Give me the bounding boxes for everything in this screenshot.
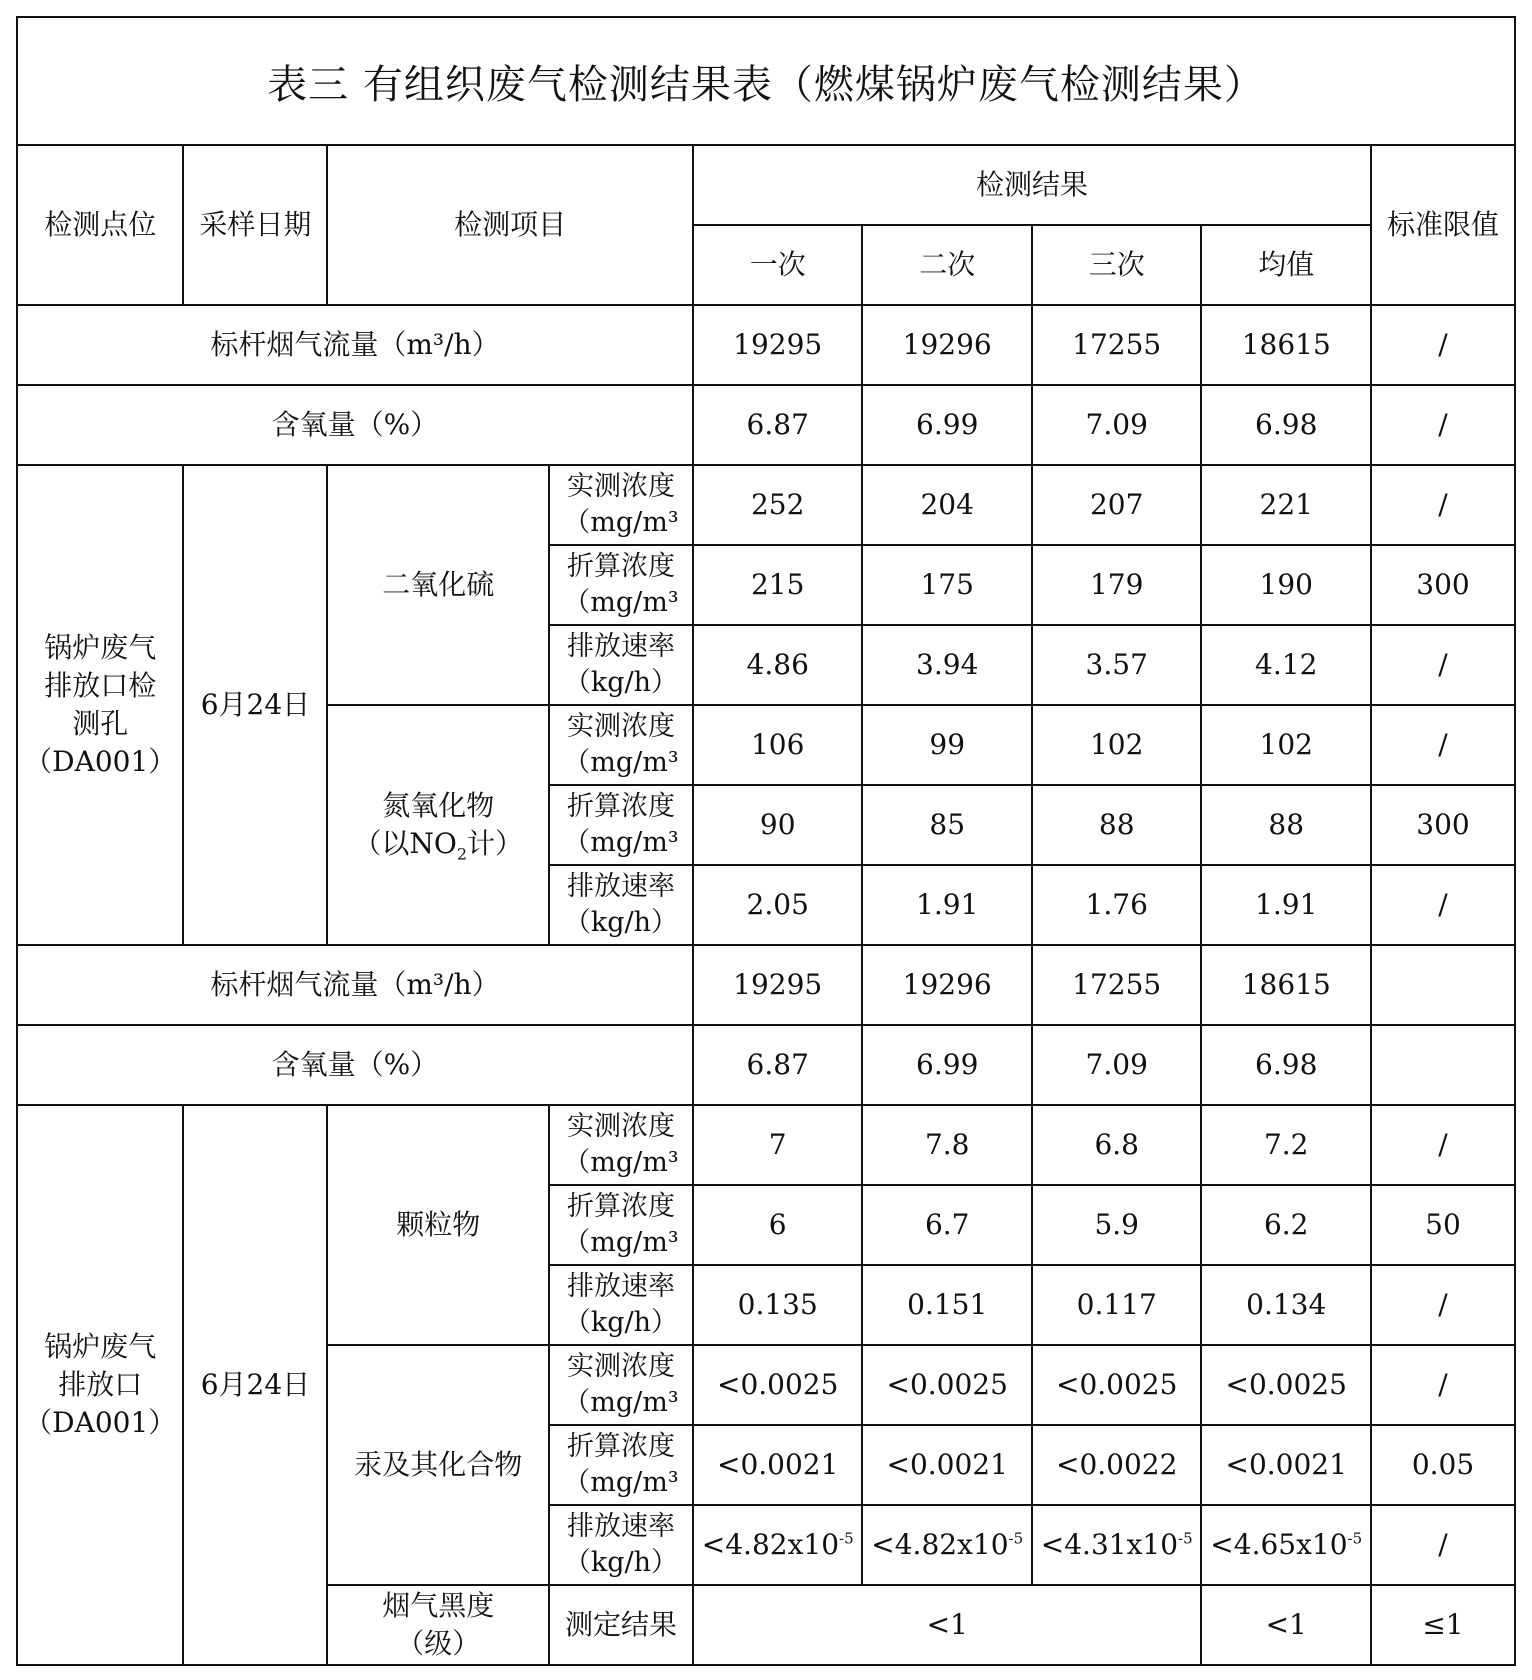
s2-pm-rate-v2: 0.151 bbox=[862, 1265, 1032, 1345]
header-point: 检测点位 bbox=[17, 145, 183, 305]
results-table bbox=[16, 144, 1516, 1666]
s2-pm-measured-limit: / bbox=[1371, 1105, 1515, 1185]
metric-unit: （mg/m³ bbox=[563, 1227, 679, 1258]
s2-pm-rate-avg: 0.134 bbox=[1201, 1265, 1371, 1345]
s1-so2-measured-v1: 252 bbox=[693, 465, 863, 545]
s1-flow-v2: 19296 bbox=[862, 305, 1032, 385]
s1-nox-rate-v3: 1.76 bbox=[1032, 865, 1202, 945]
s2-hg-converted-v1: <0.0021 bbox=[693, 1425, 863, 1505]
metric-unit: （kg/h） bbox=[563, 1307, 679, 1338]
s2-pm-converted-v1: 6 bbox=[693, 1185, 863, 1265]
s2-oxygen-row bbox=[17, 1025, 1515, 1105]
s1-so2-rate-v3: 3.57 bbox=[1032, 625, 1202, 705]
s2-oxygen-v1: 6.87 bbox=[693, 1025, 863, 1105]
s1-so2-rate-limit: / bbox=[1371, 625, 1515, 705]
metric-label: 实测浓度 bbox=[566, 1111, 675, 1142]
s2-flow-limit bbox=[1371, 945, 1515, 1025]
s2-pm-converted-v2: 6.7 bbox=[862, 1185, 1032, 1265]
nox-name-post: 计） bbox=[467, 827, 524, 860]
s2-hg-converted-limit: 0.05 bbox=[1371, 1425, 1515, 1505]
s2-hg-converted-v3: <0.0022 bbox=[1032, 1425, 1202, 1505]
header-item: 检测项目 bbox=[327, 145, 693, 305]
metric-label: 实测浓度 bbox=[566, 1351, 675, 1382]
s2-pm-rate-v1: 0.135 bbox=[693, 1265, 863, 1345]
s1-so2-measured-v3: 207 bbox=[1032, 465, 1202, 545]
s1-nox-converted-avg: 88 bbox=[1201, 785, 1371, 865]
s2-hg-measured-limit: / bbox=[1371, 1345, 1515, 1425]
s1-so2-measured-row bbox=[17, 465, 1515, 545]
s2-hg-measured-avg: <0.0025 bbox=[1201, 1345, 1371, 1425]
s1-nox-measured-v3: 102 bbox=[1032, 705, 1202, 785]
s2-pm-measured-v3: 6.8 bbox=[1032, 1105, 1202, 1185]
s1-so2-converted-avg: 190 bbox=[1201, 545, 1371, 625]
smoke-name-line-1: 烟气黑度 bbox=[382, 1589, 495, 1622]
s2-flow-v2: 19296 bbox=[862, 945, 1032, 1025]
metric-unit: （kg/h） bbox=[563, 907, 679, 938]
s2-flow-v3: 17255 bbox=[1032, 945, 1202, 1025]
s1-so2-rate-metric bbox=[549, 625, 693, 705]
s1-nox-converted-metric bbox=[549, 785, 693, 865]
s2-oxygen-v3: 7.09 bbox=[1032, 1025, 1202, 1105]
s2-oxygen-avg: 6.98 bbox=[1201, 1025, 1371, 1105]
s2-pm-measured-v2: 7.8 bbox=[862, 1105, 1032, 1185]
metric-label: 折算浓度 bbox=[566, 1431, 675, 1462]
s1-date: 6月24日 bbox=[183, 465, 327, 945]
s1-so2-rate-v2: 3.94 bbox=[862, 625, 1032, 705]
s2-hg-converted-metric bbox=[549, 1425, 693, 1505]
rate-mantissa: <4.65x10 bbox=[1210, 1528, 1348, 1561]
s2-pm-rate-metric bbox=[549, 1265, 693, 1345]
s2-smoke-name bbox=[327, 1585, 549, 1665]
s2-pm-converted-limit: 50 bbox=[1371, 1185, 1515, 1265]
header-run-2: 二次 bbox=[862, 225, 1032, 305]
header-row-1 bbox=[17, 145, 1515, 225]
s1-so2-measured-limit: / bbox=[1371, 465, 1515, 545]
nox-name-line-2 bbox=[328, 825, 548, 863]
s2-point-line-1: 锅炉废气 bbox=[44, 1330, 157, 1363]
s2-hg-measured-v2: <0.0025 bbox=[862, 1345, 1032, 1425]
s1-point-line-1: 锅炉废气 bbox=[44, 631, 157, 664]
s1-flow-limit: / bbox=[1371, 305, 1515, 385]
metric-label: 折算浓度 bbox=[566, 551, 675, 582]
s2-pm-measured-row bbox=[17, 1105, 1515, 1185]
s1-so2-converted-limit: 300 bbox=[1371, 545, 1515, 625]
s1-nox-rate-limit: / bbox=[1371, 865, 1515, 945]
header-run-3: 三次 bbox=[1032, 225, 1202, 305]
metric-unit: （mg/m³ bbox=[563, 747, 679, 778]
metric-unit: （mg/m³ bbox=[563, 587, 679, 618]
s1-so2-converted-v3: 179 bbox=[1032, 545, 1202, 625]
s2-flow-v1: 19295 bbox=[693, 945, 863, 1025]
s2-pm-measured-v1: 7 bbox=[693, 1105, 863, 1185]
s1-flow-row bbox=[17, 305, 1515, 385]
s1-nox-converted-limit: 300 bbox=[1371, 785, 1515, 865]
s1-nox-converted-v2: 85 bbox=[862, 785, 1032, 865]
s2-smoke-metric: 测定结果 bbox=[549, 1585, 693, 1665]
s1-nox-measured-v1: 106 bbox=[693, 705, 863, 785]
s1-nox-measured-v2: 99 bbox=[862, 705, 1032, 785]
table-title: 表三 有组织废气检测结果表（燃煤锅炉废气检测结果） bbox=[16, 16, 1516, 144]
s1-point-line-4: （DA001） bbox=[24, 745, 177, 778]
s1-flow-v3: 17255 bbox=[1032, 305, 1202, 385]
s2-hg-name: 汞及其化合物 bbox=[327, 1345, 549, 1585]
s2-pm-rate-v3: 0.117 bbox=[1032, 1265, 1202, 1345]
s1-point bbox=[17, 465, 183, 945]
s1-so2-measured-metric bbox=[549, 465, 693, 545]
smoke-name-line-2: （级） bbox=[396, 1627, 481, 1660]
s2-hg-measured-v1: <0.0025 bbox=[693, 1345, 863, 1425]
metric-unit: （mg/m³ bbox=[563, 1467, 679, 1498]
s2-smoke-value: <1 bbox=[693, 1585, 1202, 1665]
s2-hg-converted-v2: <0.0021 bbox=[862, 1425, 1032, 1505]
s2-pm-rate-limit: / bbox=[1371, 1265, 1515, 1345]
metric-label: 排放速率 bbox=[566, 631, 675, 662]
s2-pm-converted-v3: 5.9 bbox=[1032, 1185, 1202, 1265]
s1-so2-converted-v2: 175 bbox=[862, 545, 1032, 625]
s2-hg-rate-v1 bbox=[693, 1505, 863, 1585]
s1-nox-name bbox=[327, 705, 549, 945]
metric-unit: （mg/m³ bbox=[563, 1387, 679, 1418]
rate-exponent: -5 bbox=[1347, 1529, 1363, 1548]
s2-pm-measured-metric bbox=[549, 1105, 693, 1185]
s1-oxygen-v2: 6.99 bbox=[862, 385, 1032, 465]
s2-hg-rate-metric bbox=[549, 1505, 693, 1585]
s1-point-line-2: 排放口检 bbox=[44, 669, 157, 702]
s2-hg-rate-limit: / bbox=[1371, 1505, 1515, 1585]
s1-so2-measured-avg: 221 bbox=[1201, 465, 1371, 545]
s1-flow-v1: 19295 bbox=[693, 305, 863, 385]
rate-exponent: -5 bbox=[839, 1529, 854, 1548]
s2-date: 6月24日 bbox=[183, 1105, 327, 1665]
header-run-1: 一次 bbox=[693, 225, 863, 305]
s1-so2-name: 二氧化硫 bbox=[327, 465, 549, 705]
s2-flow-row bbox=[17, 945, 1515, 1025]
s2-hg-measured-metric bbox=[549, 1345, 693, 1425]
metric-label: 排放速率 bbox=[566, 871, 675, 902]
s2-smoke-avg: <1 bbox=[1201, 1585, 1371, 1665]
s1-oxygen-label: 含氧量（%） bbox=[17, 385, 693, 465]
rate-exponent: -5 bbox=[1178, 1529, 1193, 1548]
s1-so2-converted-v1: 215 bbox=[693, 545, 863, 625]
nox-name-sub: 2 bbox=[456, 844, 468, 864]
metric-label: 实测浓度 bbox=[566, 711, 675, 742]
s2-smoke-limit: ≤1 bbox=[1371, 1585, 1515, 1665]
metric-label: 实测浓度 bbox=[566, 471, 675, 502]
metric-unit: （mg/m³ bbox=[563, 507, 679, 538]
s2-pm-converted-metric bbox=[549, 1185, 693, 1265]
s2-pm-name: 颗粒物 bbox=[327, 1105, 549, 1345]
nox-name-pre: （以NO bbox=[353, 827, 457, 860]
metric-label: 排放速率 bbox=[566, 1271, 675, 1302]
s1-nox-rate-v2: 1.91 bbox=[862, 865, 1032, 945]
s2-oxygen-limit bbox=[1371, 1025, 1515, 1105]
rate-mantissa: <4.82x10 bbox=[871, 1528, 1009, 1561]
metric-label: 排放速率 bbox=[566, 1511, 675, 1542]
s2-hg-rate-avg bbox=[1201, 1505, 1371, 1585]
s2-flow-avg: 18615 bbox=[1201, 945, 1371, 1025]
metric-label: 折算浓度 bbox=[566, 1191, 675, 1222]
s2-point-line-2: 排放口 bbox=[58, 1368, 143, 1401]
s1-oxygen-limit: / bbox=[1371, 385, 1515, 465]
s1-nox-rate-avg: 1.91 bbox=[1201, 865, 1371, 945]
s2-point bbox=[17, 1105, 183, 1665]
nox-name-line-1: 氮氧化物 bbox=[382, 789, 495, 822]
s1-point-line-3: 测孔 bbox=[72, 707, 129, 740]
s1-flow-label: 标杆烟气流量（m³/h） bbox=[17, 305, 693, 385]
s1-oxygen-v1: 6.87 bbox=[693, 385, 863, 465]
s1-nox-measured-metric bbox=[549, 705, 693, 785]
rate-mantissa: <4.82x10 bbox=[701, 1528, 840, 1561]
s1-so2-converted-metric bbox=[549, 545, 693, 625]
s1-nox-measured-limit: / bbox=[1371, 705, 1515, 785]
header-date: 采样日期 bbox=[183, 145, 327, 305]
metric-label: 折算浓度 bbox=[566, 791, 675, 822]
s1-oxygen-row bbox=[17, 385, 1515, 465]
s2-pm-converted-avg: 6.2 bbox=[1201, 1185, 1371, 1265]
s1-so2-measured-v2: 204 bbox=[862, 465, 1032, 545]
s2-point-line-3: （DA001） bbox=[24, 1406, 177, 1439]
s2-hg-rate-v2 bbox=[862, 1505, 1032, 1585]
rate-mantissa: <4.31x10 bbox=[1040, 1528, 1179, 1561]
s1-nox-measured-avg: 102 bbox=[1201, 705, 1371, 785]
s2-oxygen-v2: 6.99 bbox=[862, 1025, 1032, 1105]
s1-oxygen-avg: 6.98 bbox=[1201, 385, 1371, 465]
s1-nox-rate-v1: 2.05 bbox=[693, 865, 863, 945]
s1-nox-converted-v3: 88 bbox=[1032, 785, 1202, 865]
header-limit: 标准限值 bbox=[1371, 145, 1515, 305]
s2-hg-rate-v3 bbox=[1032, 1505, 1202, 1585]
metric-unit: （kg/h） bbox=[563, 1547, 679, 1578]
s1-oxygen-v3: 7.09 bbox=[1032, 385, 1202, 465]
s1-nox-rate-metric bbox=[549, 865, 693, 945]
s1-so2-rate-avg: 4.12 bbox=[1201, 625, 1371, 705]
s1-flow-avg: 18615 bbox=[1201, 305, 1371, 385]
s2-oxygen-label: 含氧量（%） bbox=[17, 1025, 693, 1105]
metric-unit: （mg/m³ bbox=[563, 1147, 679, 1178]
report-container bbox=[16, 16, 1516, 1666]
s1-nox-converted-v1: 90 bbox=[693, 785, 863, 865]
rate-exponent: -5 bbox=[1008, 1529, 1024, 1548]
header-results: 检测结果 bbox=[693, 145, 1371, 225]
s2-hg-measured-v3: <0.0025 bbox=[1032, 1345, 1202, 1425]
s2-hg-converted-avg: <0.0021 bbox=[1201, 1425, 1371, 1505]
header-average: 均值 bbox=[1201, 225, 1371, 305]
metric-unit: （mg/m³ bbox=[563, 827, 679, 858]
s2-flow-label: 标杆烟气流量（m³/h） bbox=[17, 945, 693, 1025]
s2-pm-measured-avg: 7.2 bbox=[1201, 1105, 1371, 1185]
s1-so2-rate-v1: 4.86 bbox=[693, 625, 863, 705]
metric-unit: （kg/h） bbox=[563, 667, 679, 698]
